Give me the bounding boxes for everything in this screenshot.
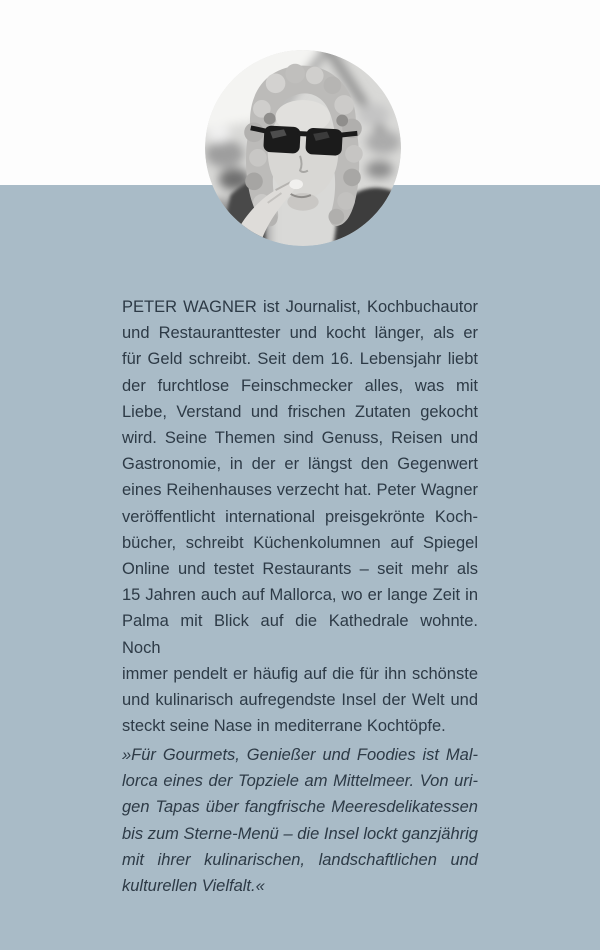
text-line: lorca eines der Topziele am Mittelmeer. Von uri- [122, 772, 478, 791]
text-line: Online und testet Restaurants – seit mehr als [122, 560, 478, 579]
text-line: PETER WAGNER ist Journalist, Kochbuchautor [122, 298, 478, 316]
text-line: für Geld schreibt. Seit dem 16. Lebensjahr liebt [122, 350, 478, 369]
text-line: bis zum Sterne-Menü – die Insel lockt ganzjährig [122, 824, 478, 843]
text-line: und kulinarisch aufregendste Insel der Welt und [122, 691, 478, 710]
text-line: und Restauranttester und kocht länger, als er [122, 324, 478, 343]
text-line: eines Reihenhauses verzecht hat. Peter Wagner [122, 481, 478, 500]
text-line: »Für Gourmets, Genießer und Foodies ist Mal- [122, 746, 478, 764]
text-line: 15 Jahren auch auf Mallorca, wo er lange Zeit in [122, 586, 478, 605]
text-line: kulturellen Vielfalt.« [122, 877, 265, 896]
text-line: bücher, schreibt Küchenkolumnen auf Spiegel [122, 533, 478, 552]
author-photo-illustration [205, 50, 401, 246]
text-line: steckt seine Nase in mediterrane Kochtöpfe. [122, 717, 446, 736]
text-line: wird. Seine Themen sind Genuss, Reisen und [122, 429, 478, 448]
text-line: mit ihrer kulinarischen, landschaftlichen und [122, 850, 478, 869]
press-quote-paragraph [122, 742, 478, 899]
text-line: Liebe, Verstand und frischen Zutaten gekocht [122, 402, 478, 421]
text-line: der furchtlose Feinschmecker alles, was mit [122, 376, 478, 395]
text-line: Palma mit Blick auf die Kathedrale wohnte. Noch [122, 612, 478, 657]
author-bio-paragraph [122, 294, 478, 739]
text-line: veröffentlicht international preisgekrönte Koch- [122, 507, 478, 526]
text-line: Gastronomie, in der er längst den Gegenwert [122, 455, 478, 474]
food-morsel [289, 179, 303, 189]
author-photo [205, 50, 401, 246]
text-line: immer pendelt er häufig auf die für ihn schönste [122, 664, 478, 683]
text-line: gen Tapas über fangfrische Meeresdelikatessen [122, 798, 478, 817]
